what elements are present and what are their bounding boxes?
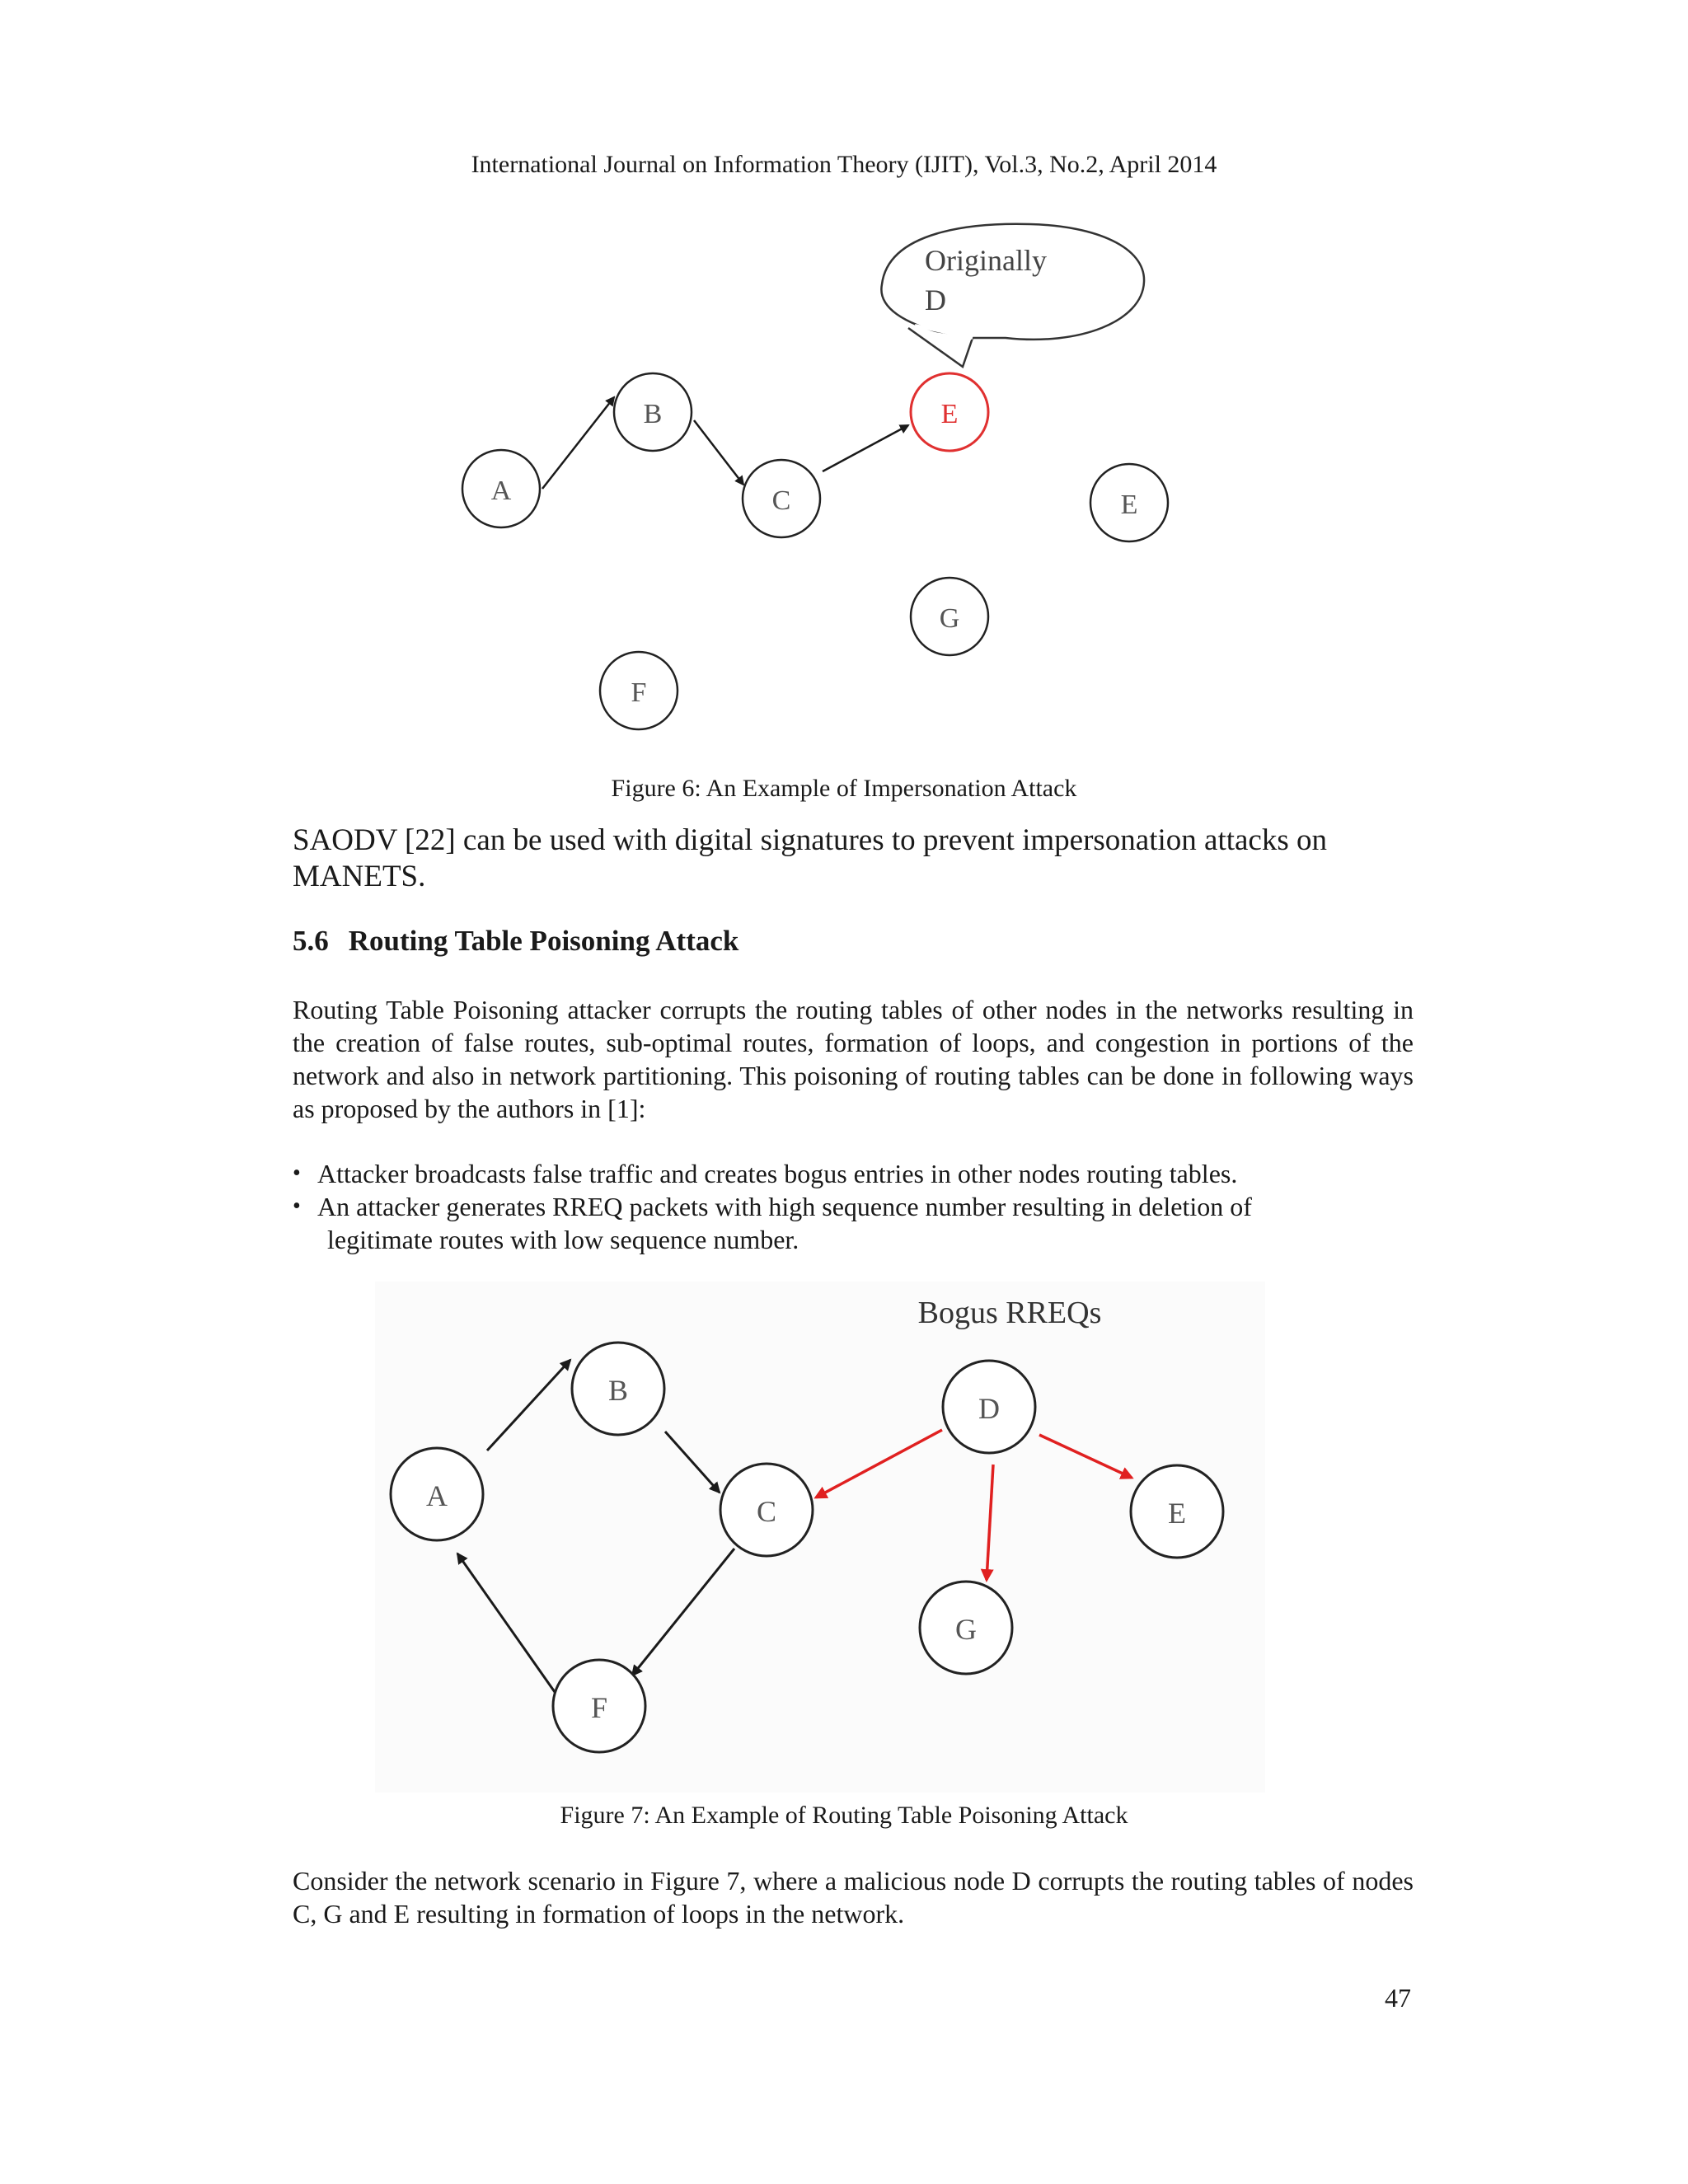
paragraph-routing-poisoning: Routing Table Poisoning attacker corrupts the routing tables of other nodes in the networks resulting in the creation of false routes, sub-optimal routes, formation of loops, and congestion in portions of the network and also in network partitioning. This poisoning of routing tables can be done in following ways as proposed by the authors in [1]:: [293, 995, 1414, 1123]
svg-text:C: C: [756, 1495, 777, 1528]
bullet-list: [293, 1157, 1414, 1256]
figure-6-caption: Figure 6: An Example of Impersonation Attack: [611, 775, 1077, 802]
section-title: Routing Table Poisoning Attack: [348, 925, 739, 957]
node-f: [553, 1660, 645, 1752]
svg-text:G: G: [939, 603, 960, 634]
node-g: [920, 1582, 1012, 1674]
node-e-impostor: [911, 373, 988, 451]
bullet-item-2: [293, 1190, 1414, 1256]
node-c: [743, 460, 820, 537]
node-b: [572, 1343, 664, 1435]
edge-c-e: [823, 425, 908, 471]
bullet-text-2: An attacker generates RREQ packets with high sequence number resulting in deletion of: [317, 1192, 1252, 1221]
svg-text:B: B: [607, 1374, 629, 1407]
figure-7-diagram: [375, 1282, 1265, 1793]
callout-text-line2: D: [925, 284, 946, 316]
callout-text-line1: Originally: [925, 244, 1047, 277]
svg-text:F: F: [590, 1691, 608, 1724]
svg-text:G: G: [955, 1613, 977, 1646]
node-d: [943, 1361, 1035, 1453]
bogus-rreqs-label: Bogus RREQs: [917, 1296, 1102, 1330]
node-g: [911, 578, 988, 655]
svg-text:E: E: [940, 399, 959, 429]
node-a: [391, 1448, 483, 1540]
svg-text:C: C: [771, 485, 791, 516]
saodv-paragraph: SAODV [22] can be used with digital signatures to prevent impersonation attacks on MANETS.: [293, 823, 1328, 893]
svg-text:B: B: [643, 399, 663, 429]
figure-6-diagram: [437, 214, 1236, 742]
node-e: [1131, 1465, 1223, 1558]
edge-b-c: [694, 420, 743, 485]
node-c: [720, 1464, 813, 1556]
section-heading: [293, 925, 738, 958]
bullet-text-1: Attacker broadcasts false traffic and creates bogus entries in other nodes routing tables.: [317, 1159, 1238, 1188]
svg-text:F: F: [631, 677, 647, 708]
node-f: [600, 652, 678, 729]
bullet-text-2-continuation: legitimate routes with low sequence number.: [327, 1225, 799, 1254]
figure-7-background: [375, 1282, 1265, 1793]
page-number: 47: [1385, 1983, 1411, 2013]
edge-a-b: [542, 397, 614, 489]
running-header: International Journal on Information Theory (IJIT), Vol.3, No.2, April 2014: [471, 151, 1217, 178]
figure-7-caption: Figure 7: An Example of Routing Table Poisoning Attack: [560, 1802, 1128, 1829]
node-e: [1090, 464, 1168, 541]
node-a: [462, 450, 540, 527]
callout-bubble: [881, 224, 1144, 367]
svg-text:E: E: [1168, 1497, 1186, 1530]
section-number: 5.6: [293, 925, 329, 957]
bullet-item-1: [293, 1157, 1414, 1190]
svg-text:A: A: [490, 476, 512, 506]
paragraph-scenario: Consider the network scenario in Figure 7, where a malicious node D corrupts the routing tables of nodes C, G and E resulting in formation of loops in the network.: [293, 1866, 1414, 1929]
svg-text:A: A: [426, 1479, 448, 1512]
svg-text:E: E: [1120, 490, 1138, 520]
svg-text:D: D: [978, 1392, 1000, 1425]
node-b: [614, 373, 692, 451]
